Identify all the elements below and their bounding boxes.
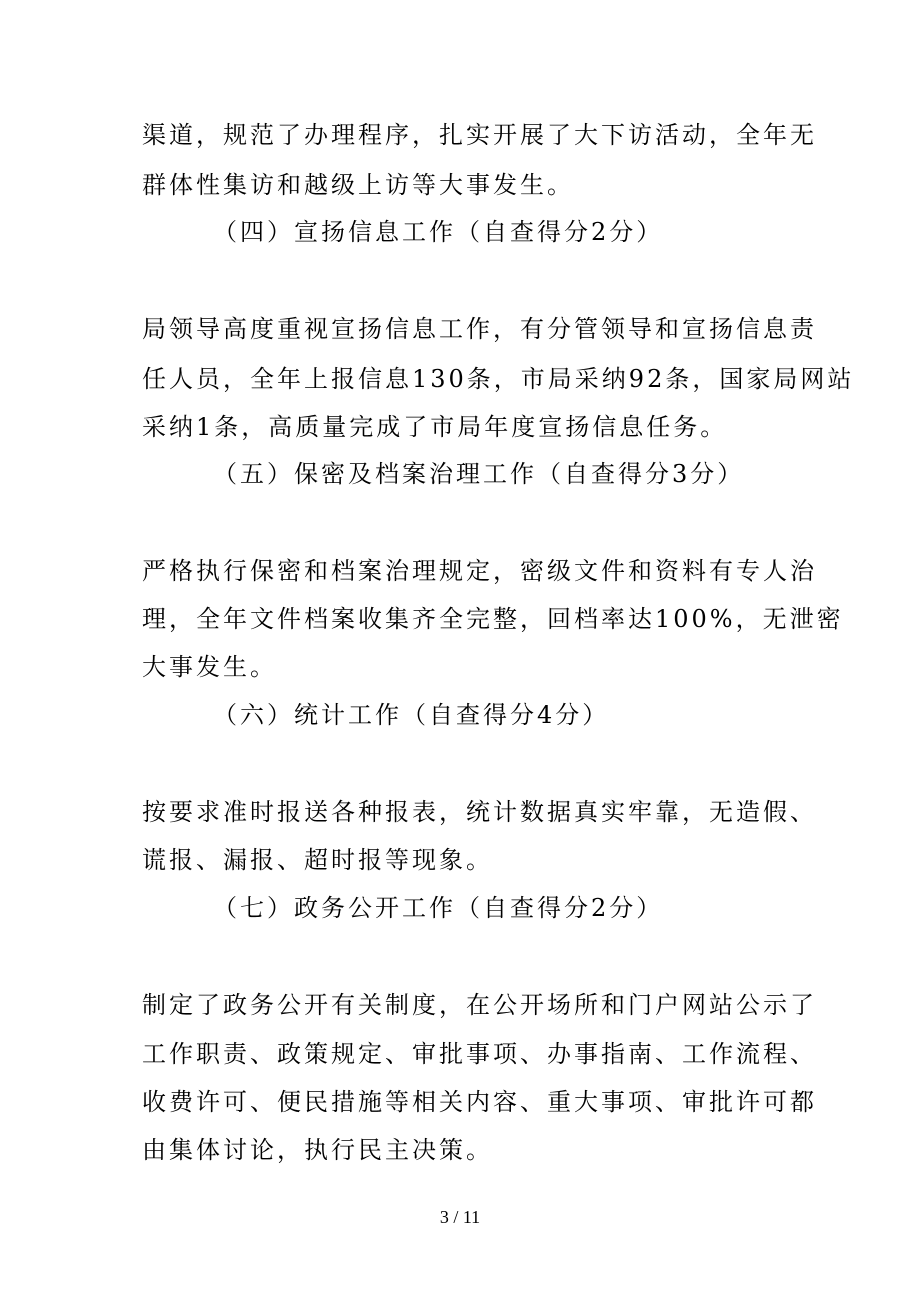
paragraph-line: 由集体讨论，执行民主决策。: [142, 1136, 493, 1164]
section-heading-publicity: （四）宣扬信息工作（自查得分2分）: [213, 218, 664, 246]
section-heading-statistics: （六）统计工作（自查得分4分）: [213, 701, 610, 729]
section-heading-confidentiality: （五）保密及档案治理工作（自查得分3分）: [213, 460, 745, 488]
paragraph-line: 理，全年文件档案收集齐全完整，回档率达100%，无泄密: [142, 605, 844, 633]
paragraph-line: 收费许可、便民措施等相关内容、重大事项、审批许可都: [142, 1088, 817, 1116]
paragraph-line: 制定了政务公开有关制度，在公开场所和门户网站公示了: [142, 991, 817, 1019]
paragraph-line: 按要求准时报送各种报表，统计数据真实牢靠，无造假、: [142, 798, 817, 826]
paragraph-line: 群体性集访和越级上访等大事发生。: [142, 171, 574, 199]
paragraph-line: 采纳1条，高质量完成了市局年度宣扬信息任务。: [142, 413, 728, 441]
paragraph-line: 严格执行保密和档案治理规定，密级文件和资料有专人治: [142, 557, 817, 585]
section-heading-transparency: （七）政务公开工作（自查得分2分）: [213, 894, 664, 922]
paragraph-line: 局领导高度重视宣扬信息工作，有分管领导和宣扬信息责: [142, 315, 817, 343]
paragraph-line: 渠道，规范了办理程序，扎实开展了大下访活动，全年无: [142, 121, 817, 149]
paragraph-line: 任人员，全年上报信息130条，市局采纳92条，国家局网站: [142, 365, 855, 393]
paragraph-line: 谎报、漏报、超时报等现象。: [142, 846, 493, 874]
paragraph-line: 大事发生。: [142, 653, 277, 681]
paragraph-line: 工作职责、政策规定、审批事项、办事指南、工作流程、: [142, 1040, 817, 1068]
page-number: 3 / 11: [439, 1207, 481, 1227]
